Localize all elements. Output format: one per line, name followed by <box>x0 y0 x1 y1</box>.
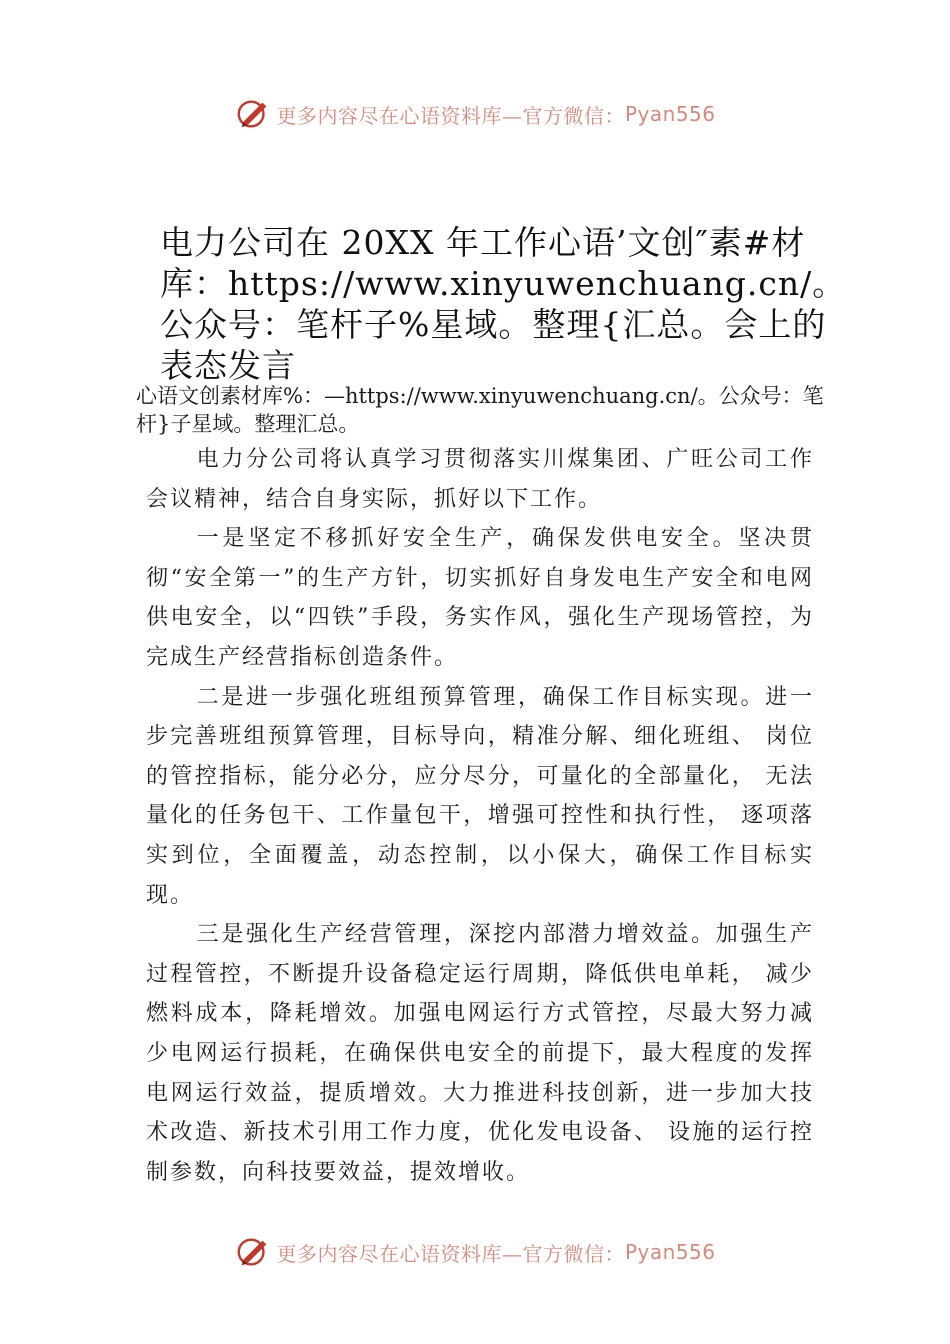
header-watermark-banner <box>0 94 950 134</box>
document-body <box>146 440 814 1192</box>
paragraph: 电力分公司将认真学习贯彻落实川煤集团、广旺公司工作会议精神，结合自身实际，抓好以下工作。 <box>146 447 814 512</box>
header-wechat-id: Pyan556 <box>624 102 716 126</box>
footer-watermark-banner <box>0 1232 950 1272</box>
paragraph: 二是进一步强化班组预算管理，确保工作目标实现。进一步完善班组预算管理，目标导向，精准分解、细化班组、 岗位的管控指标，能分必分，应分尽分，可量化的全部量化， 无法量化的任务包干、工作量包干，增强可控性和执行性， 逐项落实到位，全面覆盖，动态控制，以小保大，确保工作目标实现。 <box>146 684 814 908</box>
footer-wechat-id: Pyan556 <box>624 1240 716 1264</box>
paragraph: 一是坚定不移抓好安全生产，确保发供电安全。坚决贯彻“安全第一”的生产方针，切实抓好自身发电生产安全和电网供电安全，以“四铁”手段，务实作风，强化生产现场管控，为完成生产经营指标创造条件。 <box>146 526 814 670</box>
paragraph: 三是强化生产经营管理，深挖内部潜力增效益。加强生产过程管控，不断提升设备稳定运行周期，降低供电单耗， 减少燃料成本，降耗增效。加强电网运行方式管控，尽最大努力减少电网运行损耗，在确保供电安全的前提下，最大程度的发挥电网运行效益，提质增效。大力推进科技创新，进一步加大技术改造、新技术引用工作力度，优化发电设备、 设施的运行控制参数，向科技要效益，提效增收。 <box>146 922 814 1185</box>
document-title: 电力公司在 20XX 年工作心语’文创″素#材库：https://www.xinyuwenchuang.cn/。公众号：笔杆子%星域。整理{汇总。会上的表态发言 <box>160 223 847 385</box>
pen-logo-icon <box>234 1233 272 1271</box>
intro-line: 心语文创素材库%：—https://www.xinyuwenchuang.cn/。公众号：笔杆}子星域。整理汇总。 <box>136 384 824 436</box>
header-banner-text: 更多内容尽在心语资料库—官方微信： <box>276 103 625 128</box>
pen-logo-icon <box>234 95 272 133</box>
footer-banner-text: 更多内容尽在心语资料库—官方微信： <box>276 1241 625 1266</box>
